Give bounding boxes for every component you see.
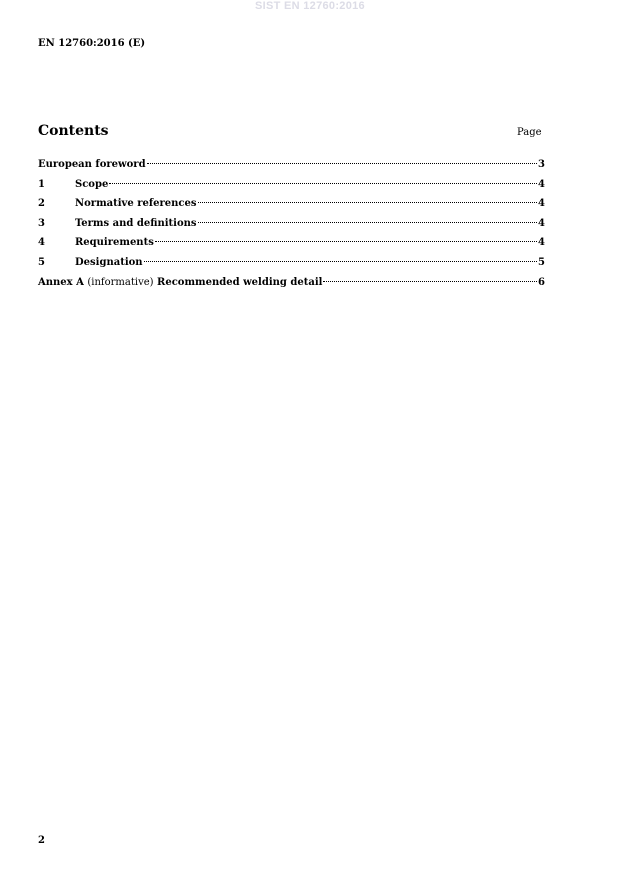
toc-entry-page: 5 <box>538 256 545 268</box>
toc-entry-number: 2 <box>38 198 45 210</box>
toc-leader-dots <box>198 222 538 223</box>
toc-entry-requirements[interactable] <box>38 233 545 253</box>
toc-entry-normative-references[interactable] <box>38 194 545 214</box>
toc-entry-page: 4 <box>538 217 545 229</box>
toc-entry-title: Designation <box>75 256 143 268</box>
toc-entry-scope[interactable] <box>38 175 545 195</box>
toc-entry-page: 3 <box>538 159 545 170</box>
annex-label: Annex A <box>38 276 84 288</box>
toc-entry-number: 1 <box>38 178 45 190</box>
watermark-text: SIST EN 12760:2016 <box>255 0 365 12</box>
toc-leader-dots <box>144 261 537 262</box>
toc-entry-title: Terms and definitions <box>75 217 197 229</box>
toc-leader-dots <box>155 241 537 242</box>
footer-page-number: 2 <box>38 835 45 846</box>
annex-type: (informative) <box>87 276 154 288</box>
toc-entry-page: 4 <box>538 237 545 249</box>
document-id: EN 12760:2016 (E) <box>38 38 146 49</box>
contents-heading: Contents <box>38 123 109 139</box>
toc-entry-number: 5 <box>38 256 45 268</box>
toc-entry-title: Normative references <box>75 198 197 210</box>
toc-entry-page: 6 <box>538 276 545 288</box>
toc-entry-number: 4 <box>38 237 45 249</box>
toc-entry-terms-and-definitions[interactable] <box>38 214 545 234</box>
toc-leader-dots <box>323 281 537 282</box>
toc-entry-page: 4 <box>538 178 545 190</box>
toc-leader-dots <box>109 183 537 184</box>
toc-entry-designation[interactable] <box>38 253 545 273</box>
toc-entry-annex-a[interactable] <box>38 273 545 293</box>
toc-entry-page: 4 <box>538 198 545 210</box>
toc-entry-european-foreword[interactable] <box>38 155 545 175</box>
annex-title: Recommended welding detail <box>157 276 323 288</box>
toc-leader-dots <box>198 202 538 203</box>
toc-leader-dots <box>147 163 537 164</box>
toc-entry-title: European foreword <box>38 159 146 170</box>
toc-entry-title: Requirements <box>75 237 154 249</box>
page-column-label: Page <box>517 127 542 138</box>
toc-entry-title: Scope <box>75 178 109 190</box>
table-of-contents <box>38 155 545 292</box>
toc-entry-title <box>38 273 322 293</box>
toc-entry-number: 3 <box>38 217 45 229</box>
